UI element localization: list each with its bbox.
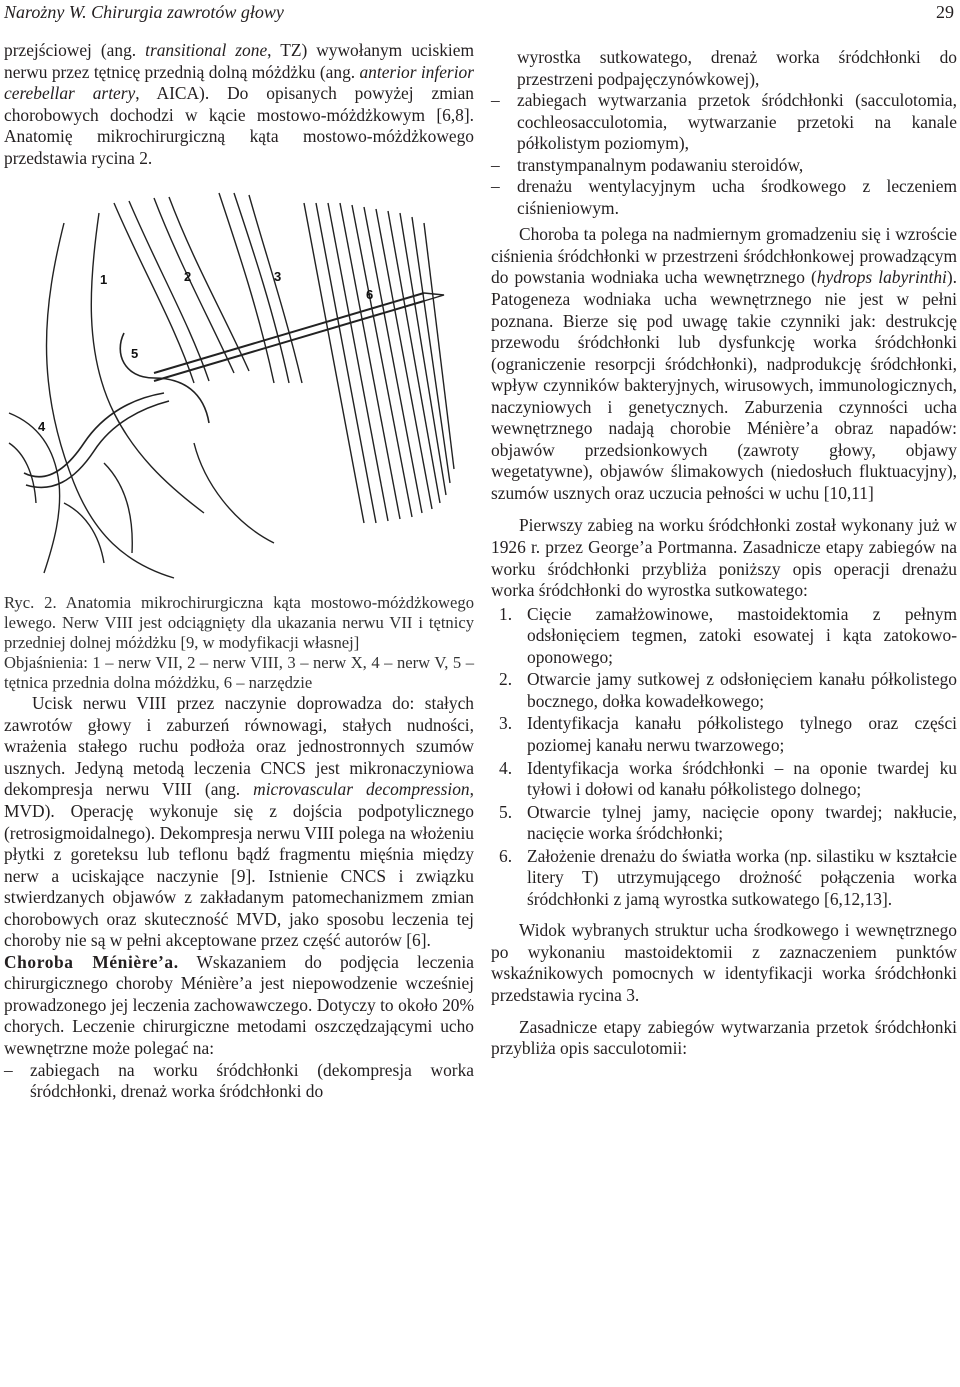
step-item: 6. Założenie drenażu do światła worka (np. silastiku w kształcie litery T) utrzymującego drożność połączenia worka śródchłonki z jamą wyrostka sutkowatego [6,12,13]. bbox=[499, 845, 957, 909]
text-run: Choroba ta polega na nadmiernym gromadzeniu się i wzroście ciśnienia śródchłonki w przestrzeni śródchłonkowej prowadzącym do powstania wodniaka ucha wewnętrznego ( bbox=[491, 224, 957, 288]
running-title: Narożny W. Chirurgia zawrotów głowy bbox=[4, 2, 284, 22]
list-item: – drenażu wentylacyjnym ucha środkowego z leczeniem ciśnieniowym. bbox=[491, 176, 957, 218]
text-run: , MVD). Operację wykonuje się z dojścia podpotylicznego (retrosigmoidalnego). Dekompresja nerwu VIII polega na włożeniu płytki z goreteksu lub teflonu bądź fragmentu mięśnia między nerw a uciskające naczynie [9]. Istnienie CNCS i związku stwierdzanych objawów z zakładanym patomechanizmem zmian chorobowych oraz skuteczność MVD, jako sposobu leczenia tej choroby nie są w pełni akceptowane przez część autorów [6]. bbox=[4, 779, 474, 951]
step-item: 5. Otwarcie tylnej jamy, nacięcie opony twardej; nakłucie, nacięcie worka śródchłonki; bbox=[499, 801, 957, 844]
first-surgery-paragraph: Pierwszy zabieg na worku śródchłonki został wykonany już w 1926 r. przez George’a Portmanna. Zasadnicze etapy zabiegów na worku śródchłonki przybliża poniższy opis operacji drenażu worka śródchłonki do wyrostka sutkowatego: bbox=[491, 515, 957, 601]
text-run: przejściowej (ang. bbox=[4, 40, 146, 60]
figure-label-2: 2 bbox=[184, 269, 192, 285]
page-number: 29 bbox=[936, 2, 954, 22]
intro-paragraph bbox=[4, 40, 474, 169]
bold-heading: Choroba Ménière’a. bbox=[4, 951, 179, 972]
italic-term: hydrops labyrinthi bbox=[816, 267, 947, 288]
step-item: 2. Otwarcie jamy sutkowej z odsłonięciem kanału półkolistego bocznego, dołka kowadełkowego; bbox=[499, 669, 957, 711]
brainstem-outline bbox=[47, 223, 175, 578]
list-item: – transtympanalnym podawaniu steroidów, bbox=[491, 154, 804, 175]
pathogenesis-paragraph bbox=[491, 224, 957, 504]
step-item: 4. Identyfikacja worka śródchłonki – na oponie twardej ku tyłowi i dołowi od kanału półkolistego dolnego; bbox=[499, 757, 957, 800]
figure-2 bbox=[4, 183, 474, 583]
italic-term: transitional zone bbox=[145, 40, 268, 60]
treatment-list-start bbox=[4, 1060, 474, 1103]
left-column bbox=[4, 40, 474, 1103]
figure-label-5: 5 bbox=[131, 346, 139, 362]
text-run: Ucisk nerwu VIII przez naczynie doprowadza do: stałych zawrotów głowy i zaburzeń równowagi, stałych nudności, wrażenia stałego ruchu podłoża oraz jednostronnych szumów usznych. Jedyną metodą leczenia CNCS jest mikronaczyniowa dekompresja nerwu VIII (ang. bbox=[4, 693, 474, 800]
step-item: 1. Cięcie zamałżowinowe, mastoidektomia z pełnym odsłonięciem tegmen, zatoki esowatej i kąta zatokowo-oponowego; bbox=[499, 603, 957, 667]
running-header bbox=[4, 0, 956, 26]
surgery-steps bbox=[491, 604, 957, 911]
figure-label-6: 6 bbox=[366, 287, 374, 303]
treatment-list bbox=[491, 90, 957, 219]
figure-explanation: Objaśnienia: 1 – nerw VII, 2 – nerw VIII, 3 – nerw X, 4 – nerw V, 5 – tętnica przednia dolna móżdżku, 6 – narzędzie bbox=[4, 653, 474, 693]
text-run: , TZ) wywołanym uciskiem nerwu przez tętnicę przednią dolną móżdżku (ang. bbox=[4, 40, 474, 82]
text-run: Wskazaniem do podjęcia leczenia chirurgicznego choroby Ménière’a jest niepowodzenie wcześniej prowadzonego jej leczenia zachowawczego. Dotyczy to około 20% chorych. Leczenie chirurgiczne metodami oszczędzającymi ucho wewnętrzne może polegać na: bbox=[4, 951, 474, 1059]
meniere-paragraph bbox=[4, 952, 474, 1060]
dash-marker: – bbox=[4, 1059, 13, 1080]
list-item: – zabiegach na worku śródchłonki (dekompresja worka śródchłonki, drenaż worka śródchłonki do bbox=[4, 1059, 474, 1102]
figure-caption: Ryc. 2. Anatomia mikrochirurgiczna kąta mostowo-móżdżkowego lewego. Nerw VIII jest odciągnięty dla ukazania nerwu VII i tętnicy przedniej dolnej móżdżku [9, w modyfikacji własnej] bbox=[4, 593, 474, 653]
right-column bbox=[491, 47, 957, 1060]
list-item: – zabiegach wytwarzania przetok śródchłonki (sacculotomia, cochleosacculotomia, wytwarzanie przetoki na kanale półkolistym poziomym), bbox=[491, 90, 957, 154]
cncs-paragraph bbox=[4, 693, 474, 952]
view-paragraph: Widok wybranych struktur ucha środkowego i wewnętrznego po wykonaniu mastoidektomii z zaznaczeniem punktów wskaźnikowych pomocnych w identyfikacji worka śródchłonki przedstawia rycina 3. bbox=[491, 920, 957, 1005]
figure-label-4: 4 bbox=[38, 419, 46, 435]
step-item: 3. Identyfikacja kanału półkolistego tylnego oraz części poziomej kanału nerwu twarzowego; bbox=[499, 713, 957, 755]
figure-label-1: 1 bbox=[100, 272, 108, 288]
figure-label-3: 3 bbox=[274, 269, 282, 285]
italic-term: anterior inferior cerebellar artery bbox=[4, 61, 474, 104]
text-run: , AICA). Do opisanych powyżej zmian chorobowych dochodzi w kącie mostowo-móżdżkowym [6,8]. Anatomię mikrochirurgiczną kąta mostowo-móżdżkowego przedstawia rycina 2. bbox=[4, 83, 474, 168]
anatomy-illustration bbox=[4, 183, 474, 583]
italic-term: microvascular decompression bbox=[253, 779, 470, 800]
list-continuation: wyrostka sutkowatego, drenaż worka śródchłonki do przestrzeni podpajęczynówkowej), bbox=[517, 47, 957, 89]
text-run: ). Patogeneza wodniaka ucha wewnętrznego nie jest w pełni poznana. Bierze się pod uwagę takie czynniki jak: destrukcję przewodu śródchłonki lub dysfunkcję worka śródchłonki (ograniczenie resorpcji śródchłonki), nadprodukcję śródchłonki, wpływ czynników bakteryjnych, wirusowych, immunologicznych, naczyniowych i genetycznych. Zaburzenia czynności ucha wewnętrznego nadają chorobie Ménière’a obraz napadów: objawów przedsionkowych (zawroty głowy, objawy wegetatywne), objawów ślimakowych (niedosłuch fluktuacyjny), szumów usznych oraz uczucia pełności w uchu [10,11] bbox=[491, 267, 957, 503]
sacculotomy-paragraph: Zasadnicze etapy zabiegów wytwarzania przetok śródchłonki przybliża opis sacculotomii: bbox=[491, 1016, 957, 1059]
